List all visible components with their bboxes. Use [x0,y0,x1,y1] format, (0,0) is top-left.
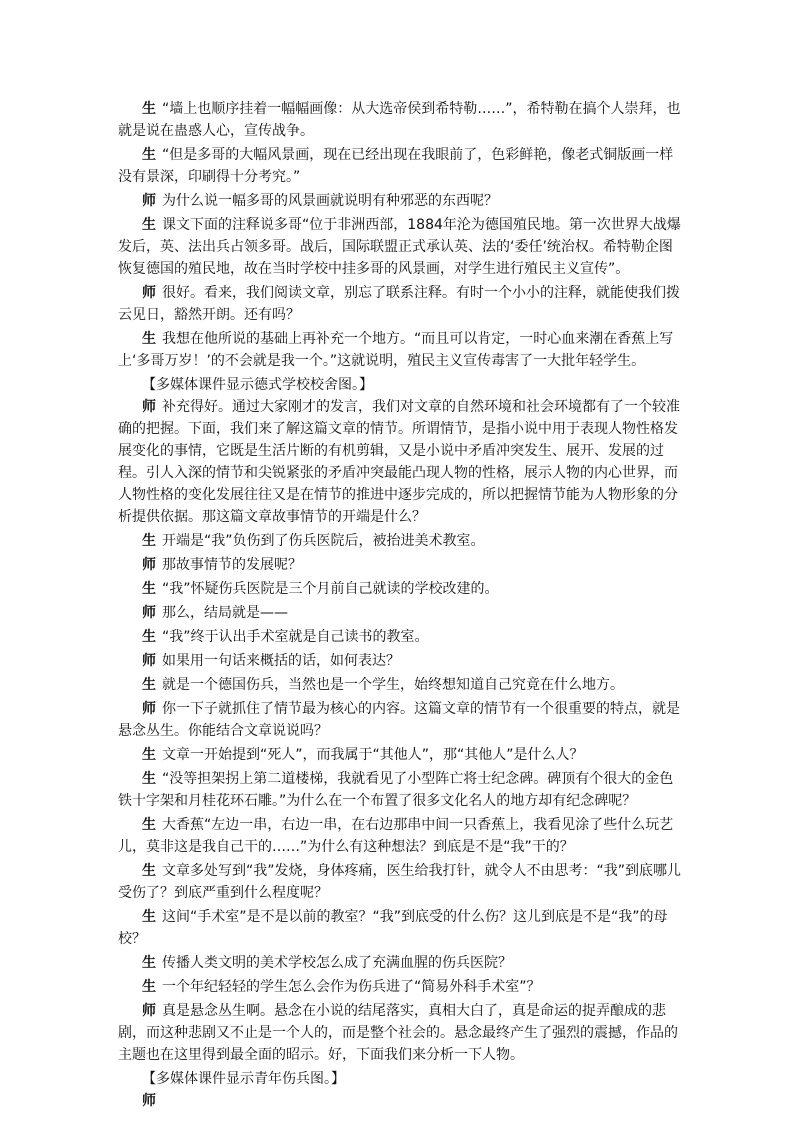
speaker-label: 生 [142,533,156,549]
speaker-label: 师 [142,701,156,717]
dialogue-line [118,674,682,696]
speaker-label: 师 [142,193,156,209]
dialogue-line [118,952,682,974]
line-text: 文章多处写到“我”发烧，身体疼痛，医生给我打针，就令人不由思考：“我”到底哪儿受伤了？到底严重到什么程度呢？ [118,863,682,901]
line-text: 文章一开始提到“死人”，而我属于“其他人”，那“其他人”是什么人？ [162,747,584,763]
speaker-label: 生 [142,955,156,971]
line-text: 课文下面的注释说多哥“位于非洲西部，1884年沦为德国殖民地。第一次世界大战爆发后，英、法出兵占领多哥。战后，国际联盟正式承认英、法的‘委任’统治权。希特勒企图恢复德国的殖民地，故在当时学校中挂多哥的风景画，对学生进行殖民主义宣传”。 [118,217,681,277]
line-text: 真是悬念丛生啊。悬念在小说的结尾落实，真相大白了，真是命运的捉弄酿成的悲剧，而这种悲剧又不止是一个人的，而是整个社会的。悬念最终产生了强烈的震撼，作品的主题也在这里得到最全面的昭示。好，下面我们来分析一下人物。 [118,1003,678,1063]
line-text: 这间“手术室”是不是以前的教室？“我”到底受的什么伤？这儿到底是不是“我”的母校？ [118,909,668,947]
speaker-label: 生 [142,629,156,645]
dialogue-line [118,650,682,672]
dialogue-line [118,554,682,576]
speaker-label: 师 [142,557,156,573]
dialogue-line [118,860,682,904]
line-text: 我想在他所说的基础上再补充一个地方。“而且可以肯定，一时心血来潮在香蕉上写上‘多哥万岁！’的不会就是我一个。”这就说明，殖民主义宣传毒害了一大批年轻学生。 [118,331,674,369]
note-text: 【多媒体课件显示青年伤兵图。】 [142,1071,345,1087]
speaker-label: 师 [142,1093,156,1109]
speaker-label: 生 [142,677,156,693]
speaker-label: 师 [142,285,156,301]
dialogue-line [118,976,682,998]
dialogue-line [118,814,682,858]
multimedia-note [118,1068,682,1090]
speaker-label: 生 [142,147,156,163]
dialogue-line [118,328,682,372]
line-text: 为什么说一幅多哥的风景画就说明有种邪恶的东西呢？ [162,193,498,209]
dialogue-line [118,768,682,812]
dialogue-line [118,144,682,188]
line-text: 如果用一句话来概括的话，如何表达？ [162,653,400,669]
multimedia-note [118,374,682,396]
dialogue-line [118,282,682,326]
dialogue-line [118,1090,682,1112]
line-text: “我”终于认出手术室就是自己读书的教室。 [162,629,429,645]
dialogue-line [118,698,682,742]
dialogue-line [118,530,682,552]
dialogue-line [118,578,682,600]
line-text: 开端是“我”负伤到了伤兵医院后，被抬进美术教室。 [162,533,485,549]
line-text: “但是多哥的大幅风景画，现在已经出现在我眼前了，色彩鲜艳，像老式铜版画一样没有景深，印刷得十分考究。” [118,147,674,185]
dialogue-line [118,190,682,212]
speaker-label: 师 [142,399,156,415]
line-text: 很好。看来，我们阅读文章，别忘了联系注释。有时一个小小的注释，就能使我们拨云见日，豁然开朗。还有吗？ [118,285,680,323]
document-body [118,98,682,1112]
speaker-label: 师 [142,605,156,621]
line-text: 大香蕉“左边一串，右边一串，在右边那串中间一只香蕉上，我看见涂了些什么玩艺儿，莫非这是我自己干的……”为什么有这种想法？到底是不是“我”干的？ [118,817,674,855]
speaker-label: 生 [142,747,156,763]
speaker-label: 生 [142,817,156,833]
note-text: 【多媒体课件显示德式学校校舍图。】 [142,377,373,393]
speaker-label: 师 [142,653,156,669]
line-text: “墙上也顺序挂着一幅幅画像：从大选帝侯到希特勒……”，希特勒在搞个人崇拜，也就是说在蛊惑人心，宣传战争。 [118,101,681,139]
line-text: 那故事情节的发展呢？ [162,557,302,573]
line-text: 那么，结局就是—— [162,605,288,621]
line-text: 就是一个德国伤兵，当然也是一个学生，始终想知道自己究竟在什么地方。 [162,677,624,693]
line-text: 补充得好。通过大家刚才的发言，我们对文章的自然环境和社会环境都有了一个较准确的把握。下面，我们来了解这篇文章的情节。所谓情节，是指小说中用于表现人物性格发展变化的事情，它既是生活片断的有机剪辑，又是小说中矛盾冲突发生、展开、发展的过程。引人入深的情节和尖锐紧张的矛盾冲突最能凸现人物的性格，展示人物的内心世界，而人物性格的变化发展往往又是在情节的推进中逐步完成的，所以把握情节能为人物形象的分析提供依据。那这篇文章故事情节的开端是什么？ [118,399,680,525]
dialogue-line [118,1000,682,1066]
line-text: “我”怀疑伤兵医院是三个月前自己就读的学校改建的。 [162,581,499,597]
speaker-label: 生 [142,909,156,925]
dialogue-line [118,214,682,280]
dialogue-line [118,906,682,950]
dialogue-line [118,744,682,766]
dialogue-line [118,396,682,528]
line-text: 一个年纪轻轻的学生怎么会作为伤兵进了“简易外科手术室”？ [162,979,541,995]
speaker-label: 生 [142,771,156,787]
speaker-label: 生 [142,217,156,233]
speaker-label: 生 [142,101,156,117]
speaker-label: 生 [142,863,156,879]
dialogue-line [118,602,682,624]
dialogue-line [118,98,682,142]
speaker-label: 生 [142,979,156,995]
speaker-label: 师 [142,1003,156,1019]
line-text: 你一下子就抓住了情节最为核心的内容。这篇文章的情节有一个很重要的特点，就是悬念丛生。你能结合文章说说吗？ [118,701,680,739]
line-text: “没等担架拐上第二道楼梯，我就看见了小型阵亡将士纪念碑。碑顶有个很大的金色铁十字架和月桂花环石雕。”为什么在一个布置了很多文化名人的地方却有纪念碑呢？ [118,771,674,809]
dialogue-line [118,626,682,648]
speaker-label: 生 [142,331,156,347]
line-text: 传播人类文明的美术学校怎么成了充满血腥的伤兵医院？ [162,955,512,971]
speaker-label: 生 [142,581,156,597]
